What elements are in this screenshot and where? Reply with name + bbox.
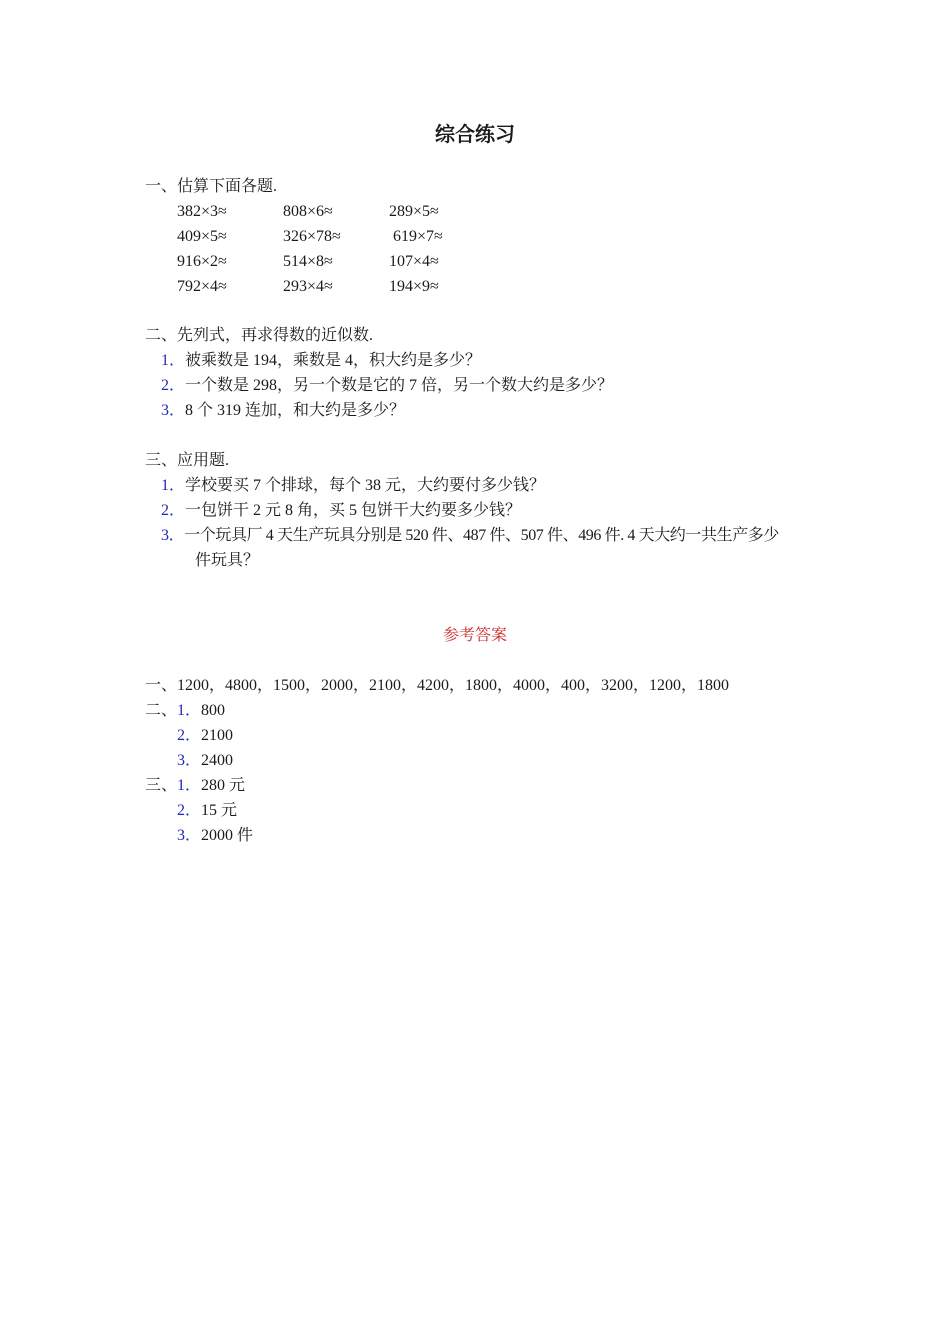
answer-line: 一、1200，4800，1500，2000，2100，4200，1800，4000，400，3200，1200，1800 [145,677,730,694]
section1-heading: 一、估算下面各题. [145,178,278,195]
question-text: 一个数是 298，另一个数是它的 7 倍，另一个数大约是多少？ [185,377,614,394]
answer-text: 15 元 [201,802,238,819]
answer-section-prefix: 二、 [145,702,178,719]
answer-text: 2000 件 [201,827,254,844]
answer-item [177,826,253,846]
answer-section-prefix: 三、 [145,777,178,794]
question-text-continued: 件玩具？ [195,552,260,569]
question-text: 一个玩具厂 4 天生产玩具分别是 520 件、487 件、507 件、496 件. 4 天大约一共生产多少 [184,527,780,544]
question-number: 2． [161,377,186,394]
question-item [161,526,779,546]
answer-text: 800 [201,702,226,719]
answers-heading: 参考答案 [442,627,507,644]
estimate-problem: 326×78≈ [283,228,341,245]
question-text: 学校要买 7 个排球，每个 38 元，大约要付多少钱？ [185,477,546,494]
question-number: 1． [161,477,186,494]
answer-text: 2100 [201,727,234,744]
estimate-problem: 194×9≈ [389,278,439,295]
estimate-problem: 289×5≈ [389,203,439,220]
answer-text: 280 元 [201,777,246,794]
estimate-problem: 514×8≈ [283,253,333,270]
page-title: 综合练习 [435,122,515,146]
question-text: 一包饼干 2 元 8 角，买 5 包饼干大约要多少钱？ [185,502,522,519]
question-number: 2． [161,502,186,519]
question-item [161,401,405,421]
answer-item [145,776,245,796]
answer-number: 2． [177,802,202,819]
question-item [161,501,521,521]
question-number: 1． [161,352,186,369]
answer-text: 2400 [201,752,234,769]
answer-number: 1． [177,702,202,719]
estimate-problem: 382×3≈ [177,203,227,220]
estimate-problem: 293×4≈ [283,278,333,295]
estimate-problem: 916×2≈ [177,253,227,270]
answer-item [177,726,233,746]
question-text: 被乘数是 194，乘数是 4，积大约是多少？ [185,352,482,369]
answer-item [177,751,233,771]
estimate-problem: 619×7≈ [393,228,443,245]
answer-number: 1． [177,777,202,794]
question-number: 3． [161,402,186,419]
question-item [161,351,481,371]
estimate-problem: 409×5≈ [177,228,227,245]
answer-number: 3． [177,827,202,844]
estimate-problem: 107×4≈ [389,253,439,270]
section3-heading: 三、应用题. [145,452,230,469]
question-text: 8 个 319 连加，和大约是多少？ [185,402,406,419]
answer-item [145,701,225,721]
question-item [161,476,545,496]
question-number: 3． [161,527,185,544]
estimate-problem: 792×4≈ [177,278,227,295]
answer-number: 3． [177,752,202,769]
estimate-problem: 808×6≈ [283,203,333,220]
question-item [161,376,613,396]
answer-item [177,801,237,821]
answer-number: 2． [177,727,202,744]
section2-heading: 二、先列式，再求得数的近似数. [145,327,374,344]
